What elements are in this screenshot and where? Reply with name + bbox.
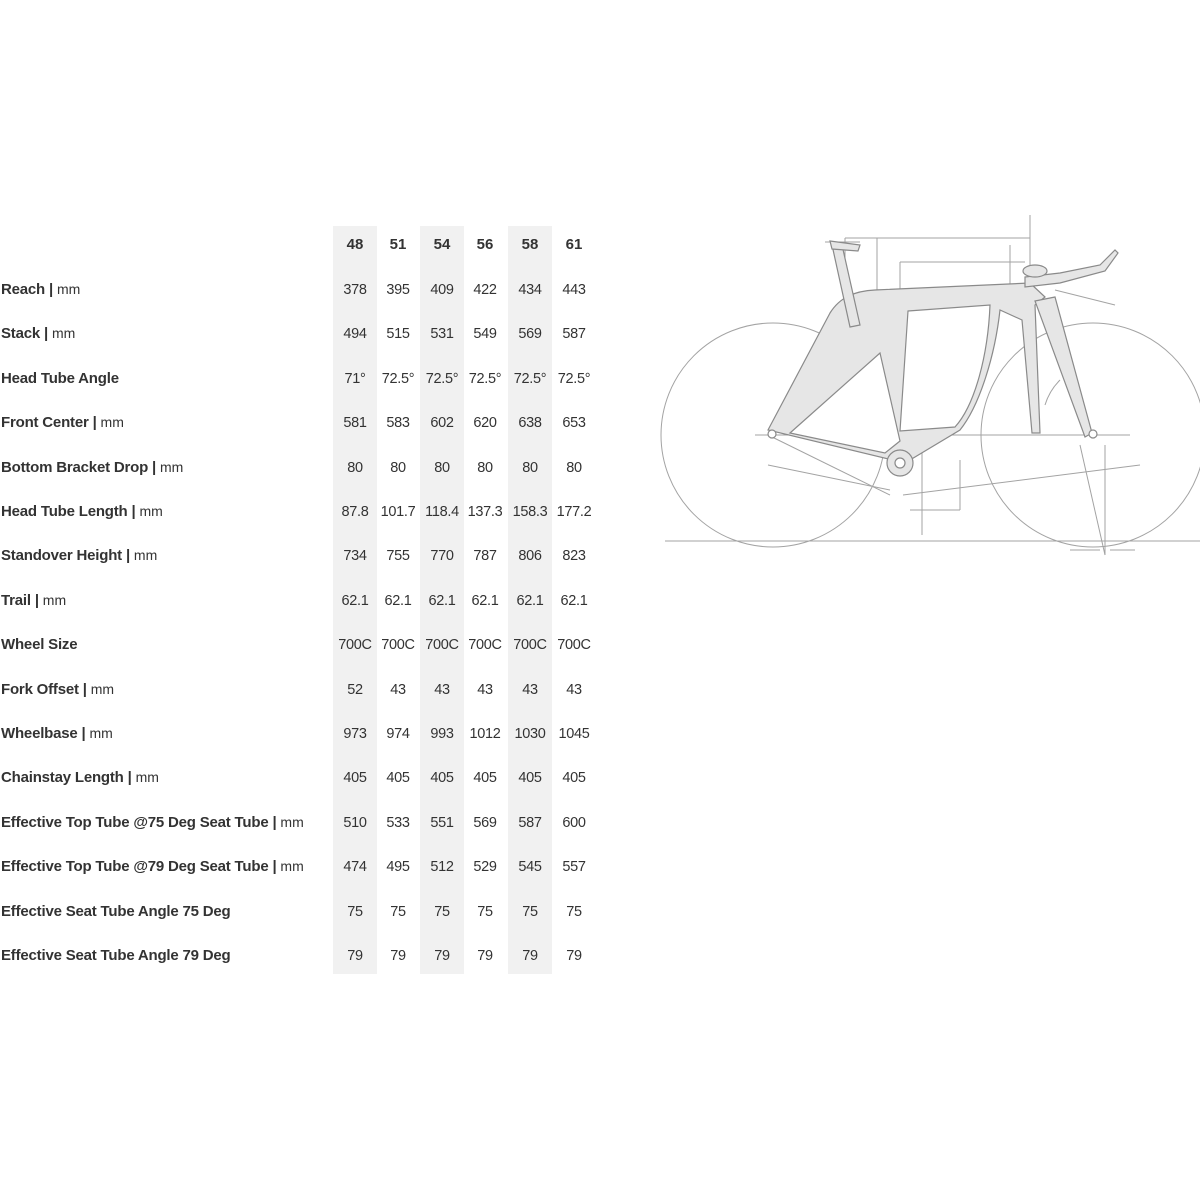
row-name: Effective Seat Tube Angle 75 Deg [1,902,231,920]
row-label [1,370,119,387]
table-cell: 620 [473,415,497,432]
table-cell: 700C [425,637,459,654]
table-cell: 474 [343,859,367,876]
bike-geometry-diagram [660,205,1200,565]
row-label: Standover Height | mm [1,547,158,565]
table-cell: 87.8 [341,504,369,520]
table-cell: 569 [473,814,497,831]
table-cell: 43 [566,681,582,698]
table-cell: 434 [518,282,542,298]
table-cell: 1045 [558,726,590,742]
table-cell: 529 [473,859,497,876]
table-cell: 494 [343,326,367,343]
table-cell: 405 [562,770,586,787]
row-unit: mm [135,769,159,786]
table-cell: 43 [522,681,538,698]
table-cell: 79 [477,948,493,964]
row-label: Front Center | mm [1,414,124,432]
row-name: Bottom Bracket Drop [1,458,149,476]
row-unit: mm [139,503,163,519]
table-cell: 587 [562,326,586,343]
row-name: Reach [1,281,46,298]
row-name: Wheelbase [1,725,78,742]
row-label: Effective Top Tube @75 Deg Seat Tube | mm [1,813,304,831]
table-cell: 700C [557,637,591,654]
row-name: Effective Seat Tube Angle 79 Deg [1,947,231,964]
table-cell: 43 [434,681,450,698]
table-cell: 72.5° [468,370,502,387]
table-cell: 80 [434,459,450,476]
table-cell: 405 [473,770,497,787]
table-cell: 600 [562,814,586,831]
table-cell: 101.7 [380,504,416,520]
table-cell: 823 [562,548,586,565]
row-unit: mm [160,458,184,475]
row-unit: mm [280,813,304,830]
row-name: Fork Offset [1,680,79,698]
table-cell: 62.1 [471,592,499,609]
table-cell: 653 [562,415,586,432]
size-header: 54 [433,236,451,253]
row-unit: mm [90,680,115,697]
table-cell: 512 [430,859,454,876]
table-cell: 79 [522,948,538,964]
row-label [1,636,77,653]
row-unit: mm [89,725,113,741]
row-name: Effective Top Tube @75 Deg Seat Tube [1,813,269,831]
row-label: Bottom Bracket Drop | mm [1,458,184,476]
table-cell: 581 [343,415,367,432]
table-cell: 395 [386,282,410,298]
table-cell: 443 [562,282,586,298]
table-cell: 734 [343,548,367,565]
table-cell: 405 [430,770,454,787]
rear-axle [768,430,776,438]
table-cell: 770 [430,548,454,565]
table-cell: 75 [347,903,363,920]
table-cell: 75 [477,903,493,920]
row-label: Effective Top Tube @79 Deg Seat Tube | mm [1,858,304,876]
table-cell: 62.1 [560,592,588,609]
row-label: Fork Offset | mm [1,680,115,698]
row-unit: mm [133,547,158,564]
table-cell: 545 [518,859,542,876]
row-label [1,947,231,964]
table-cell: 80 [347,459,363,476]
row-label [1,903,231,920]
table-cell: 405 [343,770,367,787]
row-name: Front Center [1,414,89,432]
table-cell: 52 [347,681,363,698]
table-cell: 974 [386,726,410,742]
front-axle [1089,430,1097,438]
table-cell: 405 [518,770,542,787]
row-unit: mm [100,414,124,431]
table-cell: 515 [386,326,410,343]
table-cell: 700C [513,637,547,654]
row-name: Head Tube Length [1,503,128,520]
table-cell: 602 [430,415,454,432]
row-unit: mm [280,858,304,875]
row-unit: mm [56,281,81,297]
table-cell: 79 [347,948,363,964]
table-cell: 71° [344,370,366,387]
table-cell: 700C [468,637,502,654]
table-cell: 569 [518,326,542,343]
row-label: Chainstay Length | mm [1,769,159,787]
row-name: Stack [1,325,41,343]
table-cell: 638 [518,415,542,432]
table-cell: 80 [566,459,582,476]
table-cell: 1030 [514,726,546,742]
row-name: Chainstay Length [1,769,124,787]
table-cell: 806 [518,548,542,565]
table-cell: 405 [386,770,410,787]
table-cell: 80 [390,459,406,476]
table-cell: 533 [386,814,410,831]
table-cell: 80 [477,459,493,476]
table-cell: 378 [343,282,367,298]
table-cell: 551 [430,814,454,831]
table-cell: 80 [522,459,538,476]
table-cell: 700C [338,637,372,654]
table-cell: 75 [566,903,582,920]
table-cell: 75 [522,903,538,920]
table-cell: 973 [343,726,367,742]
table-cell: 79 [390,948,406,964]
table-cell: 177.2 [556,504,592,520]
row-label: Reach | mm [1,281,81,298]
table-cell: 62.1 [428,592,456,609]
row-name: Effective Top Tube @79 Deg Seat Tube [1,858,269,876]
table-cell: 62.1 [384,592,412,609]
table-cell: 79 [566,948,582,964]
table-cell: 62.1 [341,592,369,609]
table-cell: 583 [386,415,410,432]
row-label: Head Tube Length | mm [1,503,163,520]
table-cell: 495 [386,859,410,876]
table-cell: 137.3 [467,504,503,520]
table-cell: 1012 [469,726,501,742]
table-cell: 787 [473,548,497,565]
table-cell: 72.5° [513,370,547,387]
row-label: Wheelbase | mm [1,725,113,742]
row-label: Stack | mm [1,325,76,343]
table-cell: 72.5° [557,370,591,387]
table-cell: 72.5° [425,370,459,387]
table-cell: 587 [518,814,542,831]
table-cell: 43 [390,681,406,698]
table-cell: 531 [430,326,454,343]
table-cell: 549 [473,326,497,343]
row-unit: mm [42,591,67,608]
table-cell: 557 [562,859,586,876]
table-cell: 422 [473,282,497,298]
frame [768,241,1118,476]
table-cell: 72.5° [381,370,415,387]
size-header: 51 [389,236,407,253]
row-name: Standover Height [1,547,122,565]
table-cell: 755 [386,548,410,565]
table-cell: 510 [343,814,367,831]
table-cell: 62.1 [516,592,544,609]
size-header: 61 [565,236,583,253]
table-cell: 118.4 [425,504,459,520]
size-header: 56 [476,236,494,253]
table-cell: 158.3 [512,504,548,520]
table-cell: 409 [430,282,454,298]
row-unit: mm [51,325,76,342]
size-header: 48 [346,236,364,253]
row-name: Trail [1,591,31,609]
size-header: 58 [521,236,539,253]
row-label: Trail | mm [1,591,67,609]
table-cell: 79 [434,948,450,964]
table-cell: 75 [434,903,450,920]
table-cell: 993 [430,726,454,742]
table-cell: 43 [477,681,493,698]
table-cell: 75 [390,903,406,920]
row-name: Head Tube Angle [1,369,119,387]
row-name: Wheel Size [1,636,78,654]
table-cell: 700C [381,637,415,654]
